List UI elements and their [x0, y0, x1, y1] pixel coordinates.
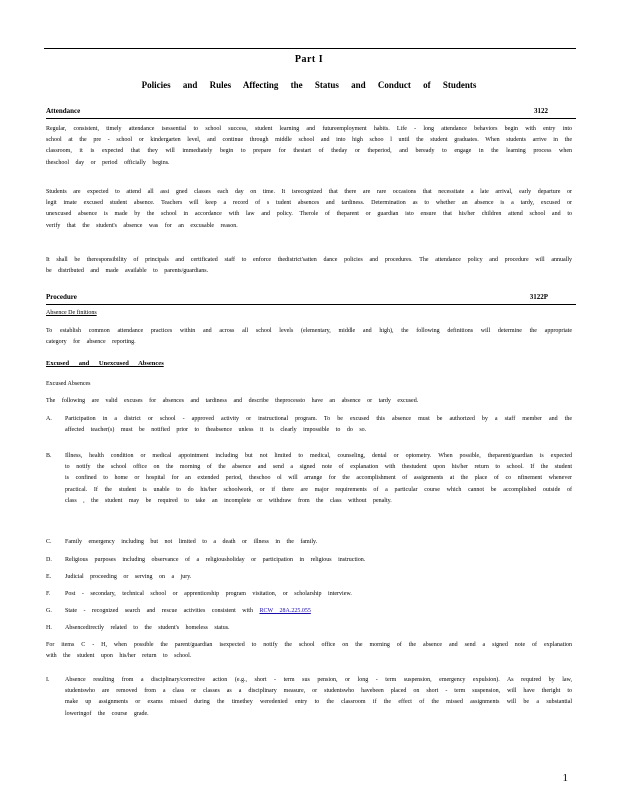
list-item-text: Judicial proceeding or serving on a jury.: [65, 574, 192, 580]
procedure-rule: [46, 304, 576, 305]
procedure-heading-label: Procedure: [46, 293, 77, 301]
document-title: Policies and Rules Affecting the Status and Conduct of Students: [141, 80, 477, 90]
list-item-text: Illness, health condition or medical appointment including but not limited to medical, counseling, dental or optometry. When possible, theparent/guardian is expected to notify the school office on the morning of the absence and send a signed note of explanation with thestudent upon his/her return to school. If the student is confined to home or hospital for an extended period, theschoo ol will arrange for the accomplishment of assignments at the place of co nfinement whenever practical. If the student is unable to do his/her schoolwork, or if there are major requirements of a particular course which cannot be accomplished outside of class , the student may be required to take an incomplete or withdraw from the class without penalty.: [65, 453, 572, 504]
attendance-paragraph-1: Regular, consistent, timely attendance isessential to school success, student learning and futureemployment habits. Life - long attendance behaviors begin with entry into school at the pre - school or kindergarten level, and continue through middle school and into high schoo l until the student graduates. When students arrive in the classroom, it is expected that they will immediately begin to prepare for thestart of theday or theperiod, and beready to engage in the learning process when theschool day or period officially begins.: [46, 126, 572, 166]
list-item-label: C.: [46, 539, 52, 545]
list-item-label: B.: [46, 453, 52, 459]
attendance-paragraph-2: Students are expected to attend all assi gned classes each day on time. It isrecognized that there are rare occasions that necessitate a late arrival, early departure or legit imate excused student absence. Teachers will keep a record of s tudent absences and tardiness. Determination as to whether an absence is a tardy, excused or unexcused absence is made by the school in accordance with law and policy. Therole of theparent or guardian isto ensure that his/her children attend school and to verify that the student's absence was for an excusable reason.: [46, 189, 572, 229]
absence-definitions-subheading: Absence De finitions: [46, 310, 97, 316]
attendance-rule: [46, 118, 576, 119]
list-item-label: I.: [46, 677, 50, 683]
procedure-code: 3122P: [529, 293, 548, 301]
attendance-paragraph-3: It shall be theresponsibility of principals and certificated staff to enforce thedistrict'satten dance policies and procedures. The attendance policy and procedure will annually be distributed and made available to parents/guardians.: [46, 257, 572, 275]
list-item-e: [46, 572, 572, 583]
attendance-code: 3122: [534, 107, 548, 115]
list-item-i: [46, 675, 572, 720]
list-item-label: F.: [46, 591, 51, 597]
list-item-h: [46, 623, 572, 634]
excused-unexcused-heading: Excused and Unexcused Absences: [46, 360, 164, 367]
part-heading: Part I: [294, 54, 324, 65]
list-item-text: [65, 606, 572, 617]
attendance-heading-label: Attendance: [46, 107, 81, 115]
list-item-label: D.: [46, 557, 52, 563]
rcw-link[interactable]: RCW 28A.225.055: [259, 608, 311, 614]
list-item-text: Absence resulting from a disciplinary/corrective action (e.g., short - term sus pension, or long - term suspension, emergency expulsion). As required by law, studentswho are removed from a class or classes as a disciplinary measure, or studentswho havebeen placed on short - term suspension, will have theright to make up assignments or exams missed during the timethey weredenied entry to the classroom if the effect of the missed assignments will be a substantial loweringof the course grade.: [65, 677, 572, 717]
procedure-paragraph: To establish common attendance practices within and across all school levels (elementary, middle and high), the following definitions will determine the appropriate category for absence reporting.: [46, 328, 572, 346]
list-item-text: Absencedirectly related to the student's homeless status.: [65, 625, 230, 631]
procedure-heading: [46, 293, 576, 301]
list-item-label: H.: [46, 625, 52, 631]
list-item-text: Family emergency including but not limited to a death or illness in the family.: [65, 539, 318, 545]
list-item-d: [46, 555, 572, 566]
list-item-label: A.: [46, 416, 52, 422]
list-item-g-text: State - recognized search and rescue activities consistent with: [65, 608, 253, 614]
list-item-text: Participation in a district or school - approved activity or instructional program. To be excused this absence must be authorized by a staff member and the affected teacher(s) must be notified prior to theabsence unless it is clearly impossible to do so.: [65, 416, 572, 434]
for-items-paragraph: For items C - H, when possible the parent/guardian isexpected to notify the school office on the morning of the absence and send a signed note of explanation with the student upon his/her return to school.: [46, 642, 572, 660]
list-item-text: Post - secondary, technical school or apprenticeship program visitation, or scholarship interview.: [65, 591, 352, 597]
list-item-label: E.: [46, 574, 52, 580]
attendance-heading: [46, 107, 576, 115]
list-item-label: G.: [46, 608, 52, 614]
list-item-g: [46, 606, 572, 617]
list-item-text: Religious purposes including observance of a religiousholiday or participation in religious instruction.: [65, 557, 366, 563]
list-item-b: [46, 451, 572, 507]
page-number: 1: [562, 772, 568, 784]
list-item-c: [46, 537, 572, 548]
excused-intro: The following are valid excuses for absences and tardiness and describe theprocessto have an absence or tardy excused.: [46, 398, 419, 404]
excused-absences-subheading: Excused Absences: [46, 381, 91, 387]
list-item-a: [46, 414, 572, 436]
list-item-f: [46, 589, 572, 600]
top-rule: [44, 48, 576, 49]
